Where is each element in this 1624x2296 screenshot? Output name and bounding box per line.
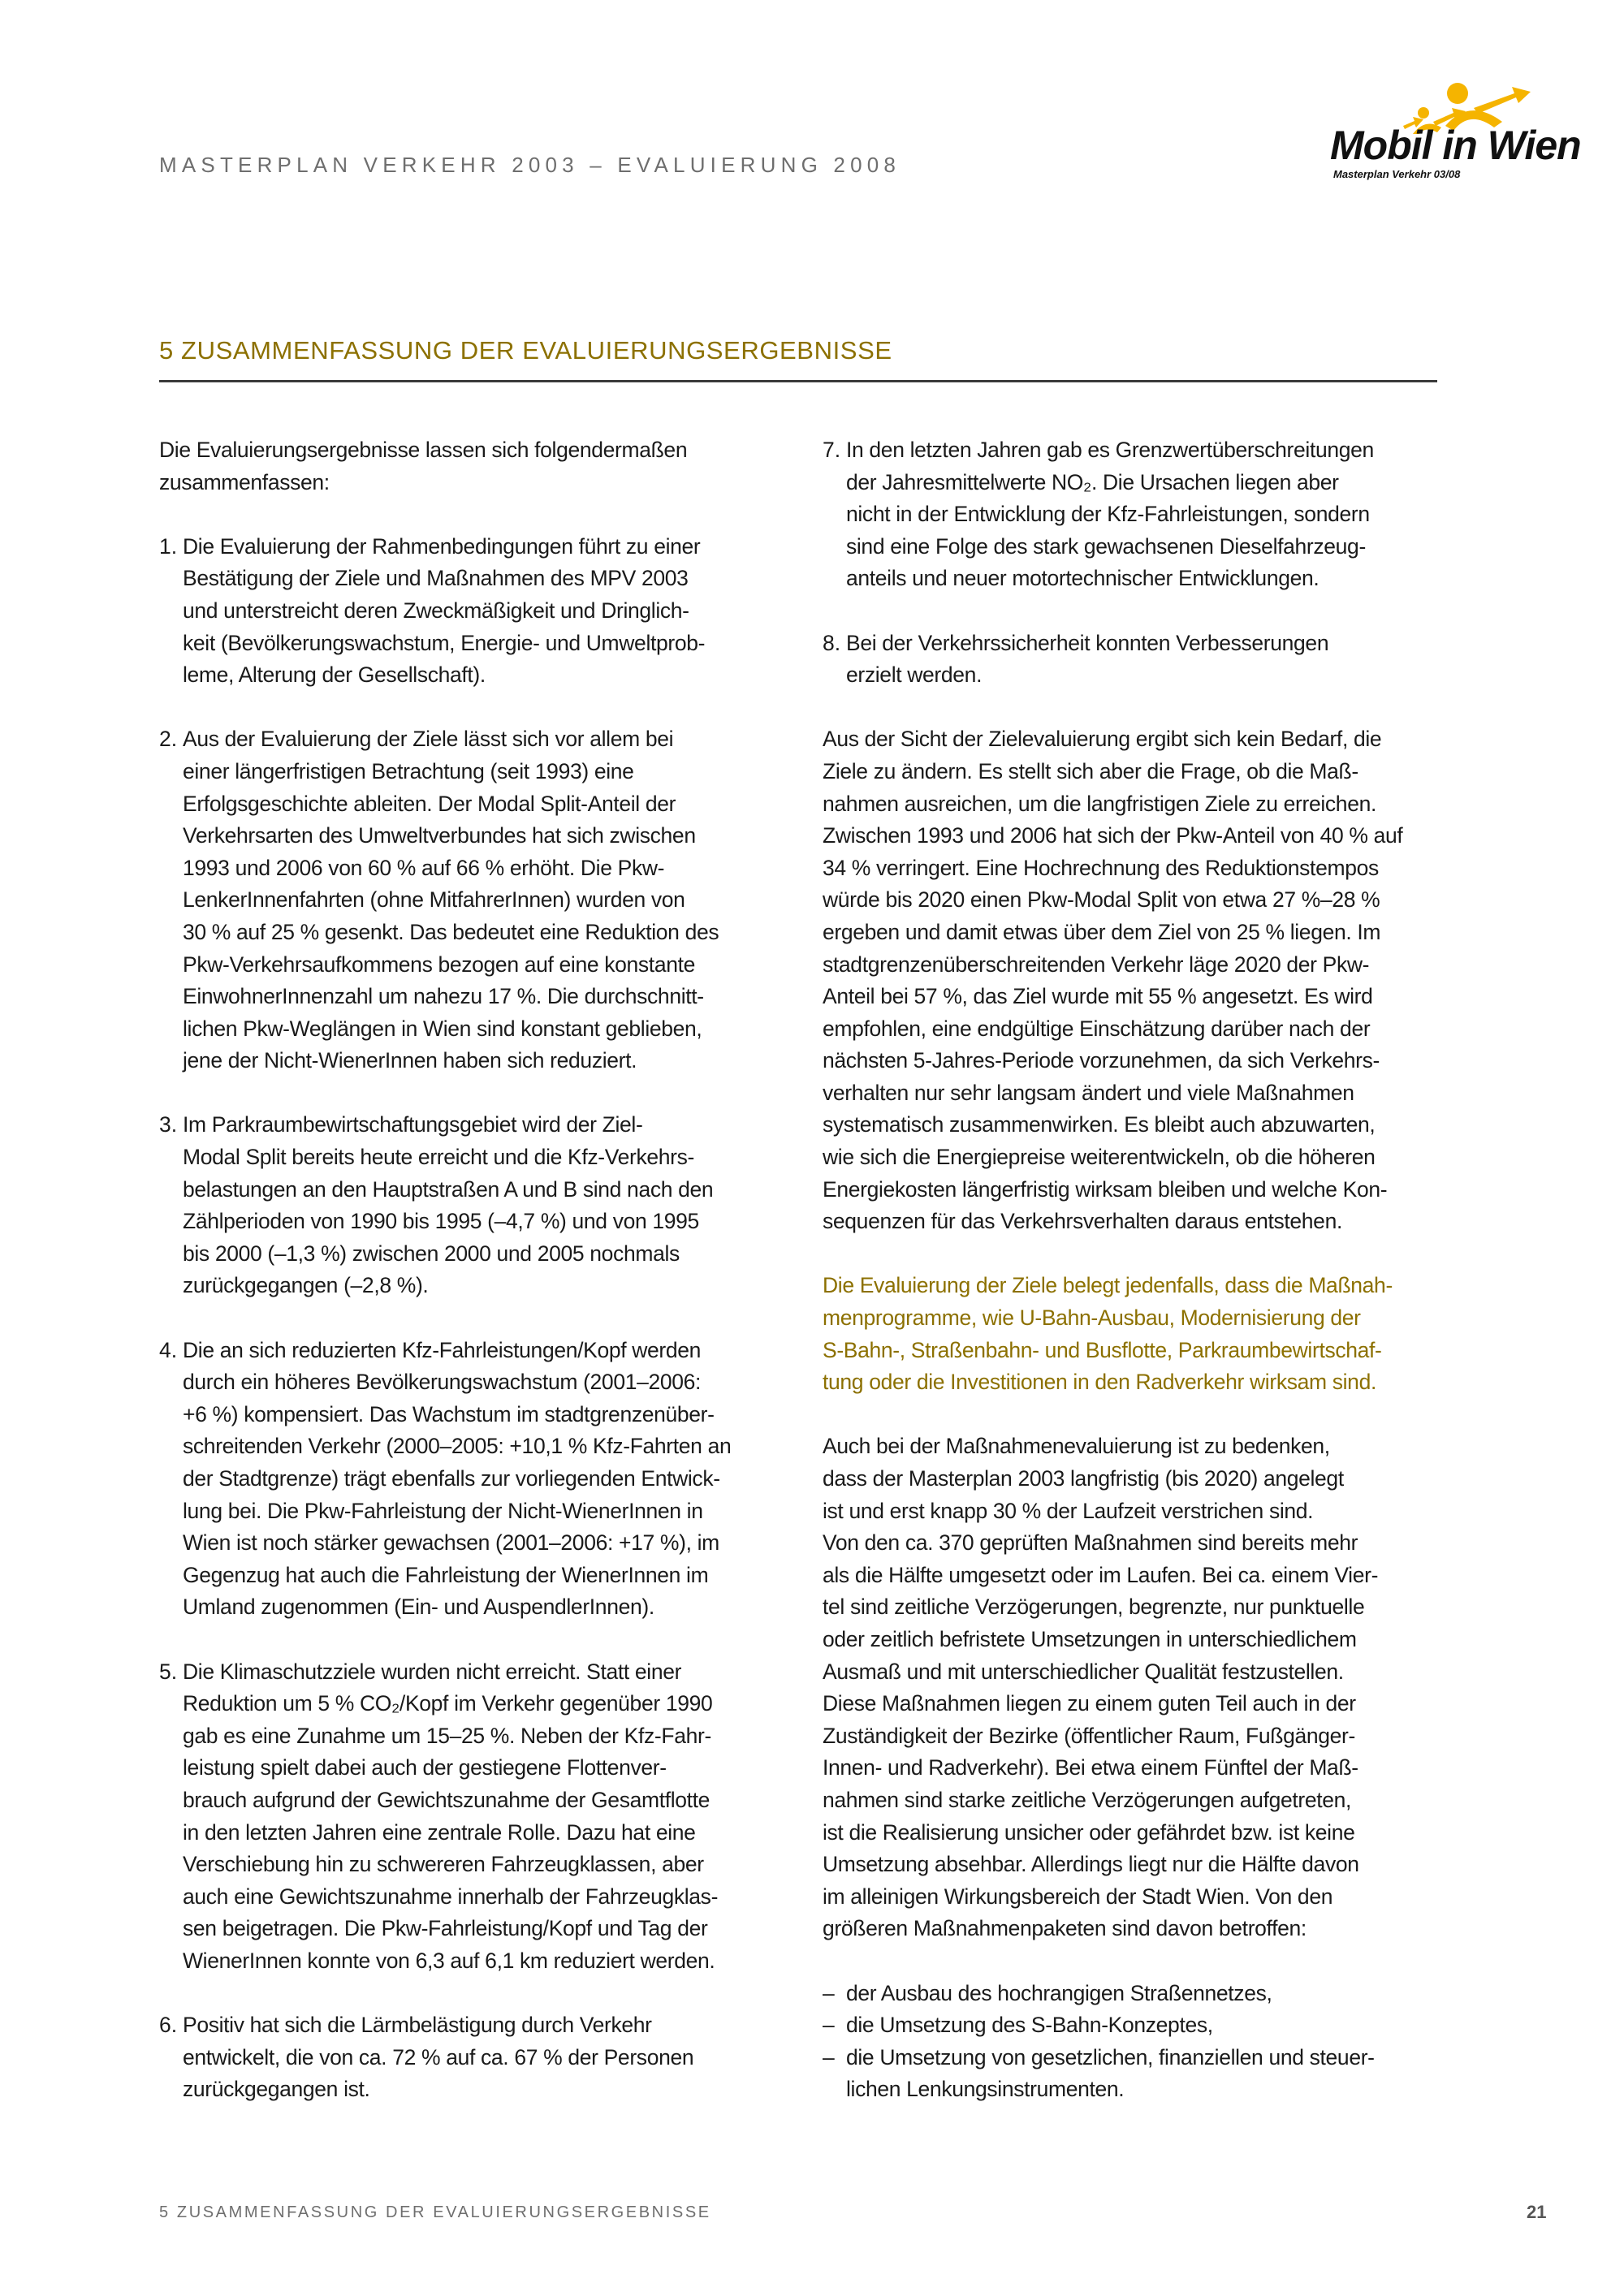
text-line: leistung spielt dabei auch der gestiegene Flottenver- bbox=[183, 1755, 667, 1780]
text-line: Gegenzug hat auch die Fahrleistung der WienerInnen im bbox=[183, 1562, 709, 1587]
text-line: systematisch zusammenwirken. Es bleibt auch abzuwarten, bbox=[823, 1112, 1376, 1137]
numbered-list-item bbox=[159, 1335, 784, 1624]
text-line: Modal Split bereits heute erreicht und die Kfz-Verkehrs- bbox=[183, 1145, 694, 1170]
paragraph bbox=[159, 434, 784, 498]
text-line: Die an sich reduzierten Kfz-Fahrleistungen/Kopf werden bbox=[183, 1337, 702, 1362]
paragraph bbox=[823, 1431, 1448, 1945]
text-line: Bestätigung der Ziele und Maßnahmen des MPV 2003 bbox=[183, 566, 689, 591]
text-line: wie sich die Energiepreise weiterentwickeln, ob die höheren bbox=[823, 1145, 1376, 1170]
text-line: Verkehrsarten des Umweltverbundes hat sich zwischen bbox=[183, 823, 696, 848]
text-line: Wien ist noch stärker gewachsen (2001–2006: +17 %), im bbox=[183, 1530, 719, 1556]
item-number: 4. bbox=[159, 1337, 178, 1362]
text-line: nahmen sind starke zeitliche Verzögerungen aufgetreten, bbox=[823, 1787, 1352, 1812]
text-line: tung oder die Investitionen in den Radverkehr wirksam sind. bbox=[823, 1370, 1376, 1395]
mobil-in-wien-logo bbox=[1324, 77, 1581, 183]
right-column bbox=[823, 434, 1448, 2106]
text-line: erzielt werden. bbox=[846, 662, 983, 688]
text-line: Die Evaluierungsergebnisse lassen sich folgendermaßen bbox=[159, 438, 688, 462]
text-line: Anteil bei 57 %, das Ziel wurde mit 55 % angesetzt. Es wird bbox=[823, 984, 1373, 1009]
text-line: der Ausbau des hochrangigen Straßennetzes, bbox=[846, 1980, 1272, 2005]
text-line: sen beigetragen. Die Pkw-Fahrleistung/Kopf und Tag der bbox=[183, 1916, 708, 1941]
text-line: Von den ca. 370 geprüften Maßnahmen sind bereits mehr bbox=[823, 1530, 1358, 1556]
item-number: 3. bbox=[159, 1112, 178, 1137]
text-line: Zuständigkeit der Bezirke (öffentlicher Raum, Fußgänger- bbox=[823, 1723, 1355, 1748]
text-line: belastungen an den Hauptstraßen A und B sind nach den bbox=[183, 1176, 714, 1202]
text-line: EinwohnerInnenzahl um nahezu 17 %. Die durchschnitt- bbox=[183, 984, 704, 1009]
text-line: im alleinigen Wirkungsbereich der Stadt Wien. Von den bbox=[823, 1884, 1333, 1909]
text-line: jene der Nicht-WienerInnen haben sich reduziert. bbox=[183, 1048, 637, 1073]
text-line: nächsten 5-Jahres-Periode vorzunehmen, da sich Verkehrs- bbox=[823, 1048, 1380, 1073]
text-line: +6 %) kompensiert. Das Wachstum im stadtgrenzenüber- bbox=[183, 1401, 715, 1426]
text-line: Pkw-Verkehrsaufkommens bezogen auf eine konstante bbox=[183, 952, 696, 977]
section-title: 5 ZUSAMMENFASSUNG DER EVALUIERUNGSERGEBNISSE bbox=[159, 336, 892, 365]
text-line: brauch aufgrund der Gewichtszunahme der Gesamtflotte bbox=[183, 1787, 710, 1812]
text-line: Im Parkraumbewirtschaftungsgebiet wird der Ziel- bbox=[183, 1112, 643, 1137]
item-number: 7. bbox=[823, 438, 841, 462]
text-line: stadtgrenzenüberschreitenden Verkehr läge 2020 der Pkw- bbox=[823, 952, 1370, 977]
text-line: der Jahresmittelwerte NO₂. Die Ursachen liegen aber bbox=[846, 469, 1339, 494]
text-line: WienerInnen konnte von 6,3 auf 6,1 km reduziert werden. bbox=[183, 1948, 715, 1973]
logo-title: Mobil in Wien bbox=[1330, 123, 1581, 168]
highlighted-paragraph bbox=[823, 1270, 1448, 1398]
text-line: Ziele zu ändern. Es stellt sich aber die Frage, ob die Maß- bbox=[823, 758, 1358, 783]
text-line: ist und erst knapp 30 % der Laufzeit verstrichen sind. bbox=[823, 1498, 1314, 1523]
text-line: nicht in der Entwicklung der Kfz-Fahrleistungen, sondern bbox=[846, 502, 1370, 527]
footer-section-label: 5 ZUSAMMENFASSUNG DER EVALUIERUNGSERGEBNISSE bbox=[159, 2203, 711, 2221]
text-line: Verschiebung hin zu schwereren Fahrzeugklassen, aber bbox=[183, 1852, 704, 1877]
text-line: sind eine Folge des stark gewachsenen Dieselfahrzeug- bbox=[846, 533, 1366, 559]
numbered-list-item bbox=[159, 2009, 784, 2106]
text-line: gab es eine Zunahme um 15–25 %. Neben der Kfz-Fahr- bbox=[183, 1723, 711, 1748]
text-line: 30 % auf 25 % gesenkt. Das bedeutet eine Reduktion des bbox=[183, 919, 719, 944]
text-line: in den letzten Jahren eine zentrale Rolle. Dazu hat eine bbox=[183, 1819, 696, 1845]
bullet-list-item bbox=[823, 2042, 1448, 2106]
text-line: menprogramme, wie U-Bahn-Ausbau, Modernisierung der bbox=[823, 1306, 1361, 1331]
text-line: keit (Bevölkerungswachstum, Energie- und Umweltprob- bbox=[183, 630, 706, 655]
text-line: tel sind zeitliche Verzögerungen, begrenzte, nur punktuelle bbox=[823, 1595, 1365, 1620]
text-line: Aus der Sicht der Zielevaluierung ergibt sich kein Bedarf, die bbox=[823, 727, 1382, 752]
text-line: ist die Realisierung unsicher oder gefährdet bzw. ist keine bbox=[823, 1819, 1355, 1845]
text-line: der Stadtgrenze) trägt ebenfalls zur vorliegenden Entwick- bbox=[183, 1466, 720, 1491]
numbered-list-item bbox=[159, 531, 784, 692]
text-line: In den letzten Jahren gab es Grenzwertüberschreitungen bbox=[846, 438, 1374, 462]
numbered-list-item bbox=[159, 723, 784, 1077]
text-line: LenkerInnenfahrten (ohne MitfahrerInnen) wurden von bbox=[183, 887, 685, 913]
text-line: entwickelt, die von ca. 72 % auf ca. 67 % der Personen bbox=[183, 2044, 694, 2069]
item-number: 5. bbox=[159, 1659, 178, 1684]
text-line: S-Bahn-, Straßenbahn- und Busflotte, Parkraumbewirtschaf- bbox=[823, 1337, 1382, 1362]
text-line: die Umsetzung von gesetzlichen, finanziellen und steuer- bbox=[846, 2044, 1375, 2069]
text-line: bis 2000 (–1,3 %) zwischen 2000 und 2005 nochmals bbox=[183, 1241, 680, 1266]
text-line: nahmen ausreichen, um die langfristigen Ziele zu erreichen. bbox=[823, 791, 1376, 816]
item-number: 1. bbox=[159, 533, 178, 559]
text-line: Umland zugenommen (Ein- und AuspendlerInnen). bbox=[183, 1595, 654, 1620]
text-line: die Umsetzung des S-Bahn-Konzeptes, bbox=[846, 2013, 1213, 2038]
numbered-list-item bbox=[159, 1656, 784, 1978]
text-line: dass der Masterplan 2003 langfristig (bis 2020) angelegt bbox=[823, 1466, 1344, 1491]
text-line: Die Evaluierung der Ziele belegt jedenfalls, dass die Maßnah- bbox=[823, 1273, 1393, 1298]
text-line: Zwischen 1993 und 2006 hat sich der Pkw-Anteil von 40 % auf bbox=[823, 823, 1403, 848]
text-line: zurückgegangen (–2,8 %). bbox=[183, 1273, 429, 1298]
text-line: Erfolgsgeschichte ableiten. Der Modal Split-Anteil der bbox=[183, 791, 676, 816]
text-line: Reduktion um 5 % CO₂/Kopf im Verkehr gegenüber 1990 bbox=[183, 1691, 713, 1716]
text-line: Energiekosten längerfristig wirksam bleiben und welche Kon- bbox=[823, 1176, 1388, 1202]
paragraph bbox=[823, 723, 1448, 1238]
text-line: Innen- und Radverkehr). Bei etwa einem Fünftel der Maß- bbox=[823, 1755, 1358, 1780]
text-line: zurückgegangen ist. bbox=[183, 2077, 370, 2102]
text-line: zusammenfassen: bbox=[159, 469, 330, 494]
text-line: sequenzen für das Verkehrsverhalten daraus entstehen. bbox=[823, 1209, 1342, 1234]
text-line: lichen Pkw-Weglängen in Wien sind konstant geblieben, bbox=[183, 1016, 702, 1041]
text-line: Positiv hat sich die Lärmbelästigung durch Verkehr bbox=[183, 2013, 652, 2038]
numbered-list-item bbox=[823, 434, 1448, 595]
item-number: 6. bbox=[159, 2013, 178, 2038]
text-line: lung bei. Die Pkw-Fahrleistung der Nicht-WienerInnen in bbox=[183, 1498, 703, 1523]
page-number: 21 bbox=[1527, 2202, 1547, 2222]
item-number: 2. bbox=[159, 727, 178, 752]
text-line: Die Evaluierung der Rahmenbedingungen führt zu einer bbox=[183, 533, 701, 559]
text-line: Die Klimaschutzziele wurden nicht erreicht. Statt einer bbox=[183, 1659, 682, 1684]
numbered-list-item bbox=[159, 1109, 784, 1302]
text-line: und unterstreicht deren Zweckmäßigkeit und Dringlich- bbox=[183, 598, 689, 623]
text-line: Umsetzung absehbar. Allerdings liegt nur die Hälfte davon bbox=[823, 1852, 1359, 1877]
text-line: verhalten nur sehr langsam ändert und viele Maßnahmen bbox=[823, 1080, 1354, 1105]
text-line: Auch bei der Maßnahmenevaluierung ist zu bedenken, bbox=[823, 1434, 1330, 1459]
text-line: empfohlen, eine endgültige Einschätzung darüber nach der bbox=[823, 1016, 1371, 1041]
text-line: einer längerfristigen Betrachtung (seit 1993) eine bbox=[183, 758, 634, 783]
bullet-list-item bbox=[823, 2009, 1448, 2042]
text-line: anteils und neuer motortechnischer Entwicklungen. bbox=[846, 566, 1320, 591]
bullet-dash: – bbox=[823, 2044, 835, 2069]
logo-subtitle: Masterplan Verkehr 03/08 bbox=[1333, 168, 1461, 180]
text-line: ergeben und damit etwas über dem Ziel von 25 % liegen. Im bbox=[823, 919, 1381, 944]
text-line: Bei der Verkehrssicherheit konnten Verbesserungen bbox=[846, 630, 1329, 655]
bullet-dash: – bbox=[823, 1980, 835, 2005]
text-line: leme, Alterung der Gesellschaft). bbox=[183, 662, 486, 688]
text-line: Aus der Evaluierung der Ziele lässt sich vor allem bei bbox=[183, 727, 674, 752]
bullet-list-item bbox=[823, 1978, 1448, 2010]
text-line: 1993 und 2006 von 60 % auf 66 % erhöht. Die Pkw- bbox=[183, 855, 665, 880]
section-divider bbox=[159, 380, 1437, 382]
running-header-title: MASTERPLAN VERKEHR 2003 – EVALUIERUNG 2008 bbox=[159, 153, 901, 177]
left-column bbox=[159, 434, 784, 2138]
text-line: Ausmaß und mit unterschiedlicher Qualität festzustellen. bbox=[823, 1659, 1344, 1684]
text-line: oder zeitlich befristete Umsetzungen in unterschiedlichem bbox=[823, 1626, 1357, 1651]
text-line: Zählperioden von 1990 bis 1995 (–4,7 %) und von 1995 bbox=[183, 1209, 699, 1234]
bullet-dash: – bbox=[823, 2013, 835, 2038]
text-line: würde bis 2020 einen Pkw-Modal Split von etwa 27 %–28 % bbox=[823, 887, 1380, 913]
text-line: als die Hälfte umgesetzt oder im Laufen. Bei ca. einem Vier- bbox=[823, 1562, 1379, 1587]
text-line: 34 % verringert. Eine Hochrechnung des Reduktionstempos bbox=[823, 855, 1379, 880]
text-line: schreitenden Verkehr (2000–2005: +10,1 % Kfz-Fahrten an bbox=[183, 1434, 732, 1459]
text-line: durch ein höheres Bevölkerungswachstum (2001–2006: bbox=[183, 1370, 702, 1395]
text-line: Diese Maßnahmen liegen zu einem guten Teil auch in der bbox=[823, 1691, 1356, 1716]
text-line: größeren Maßnahmenpaketen sind davon betroffen: bbox=[823, 1916, 1307, 1941]
item-number: 8. bbox=[823, 630, 841, 655]
text-line: lichen Lenkungsinstrumenten. bbox=[846, 2077, 1125, 2102]
numbered-list-item bbox=[823, 628, 1448, 692]
text-line: auch eine Gewichtszunahme innerhalb der Fahrzeugklas- bbox=[183, 1884, 719, 1909]
